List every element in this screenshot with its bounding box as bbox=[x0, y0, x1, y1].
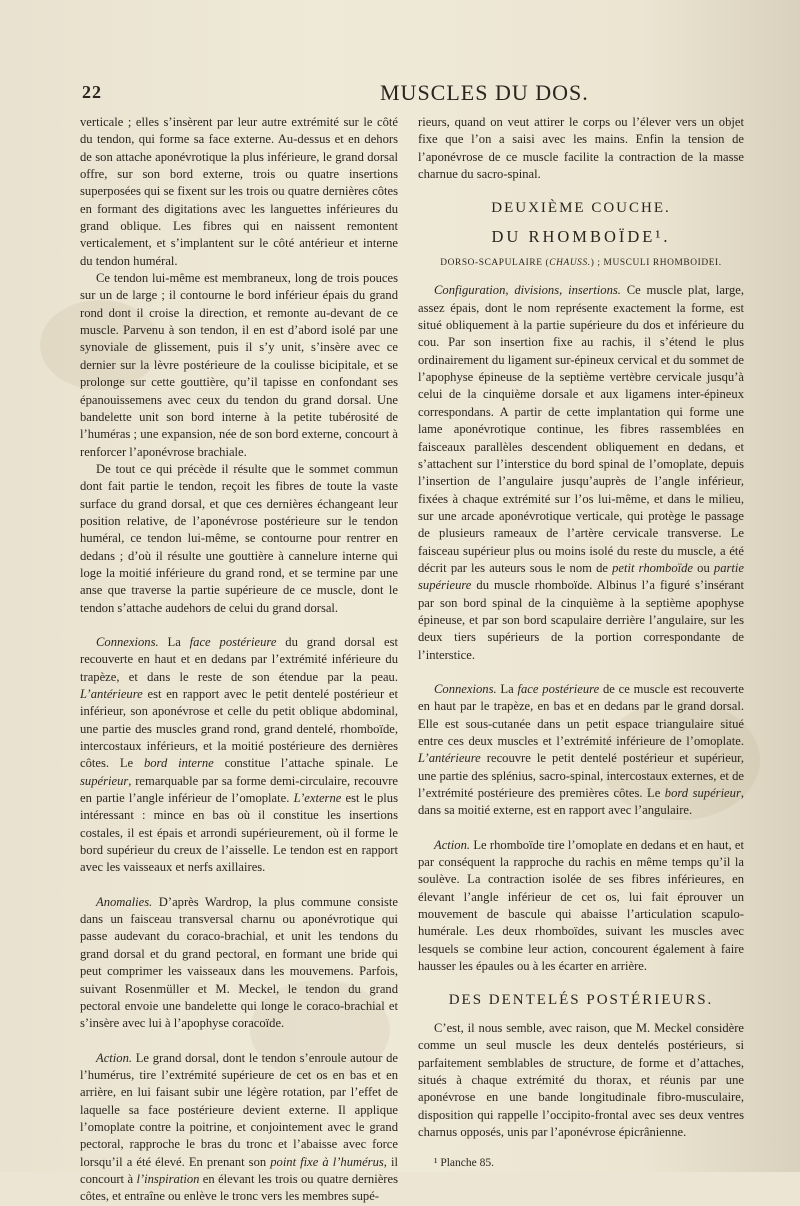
emphasis: CHAUSS. bbox=[549, 258, 591, 269]
text-run: La bbox=[496, 681, 518, 696]
emphasis: L’externe bbox=[293, 791, 342, 806]
text-run: D’après Wardrop, la plus commune consiste dans un faisceau transversal charnu ou aponévrotique qui passe audevant du coraco-brachial, et unit les tendons du grand dorsal et du grand pectoral, en formant une bride qui peut comprimer les vaisseaux dans les mouvemens. Parfois, suivant Rosenmüller et M. Meckel, le tendon du grand pectoral envoie une bandelette qui longe le coraco-brachial et s’insère avec lui à l’apophyse coracoïde. bbox=[80, 894, 398, 1031]
text-run: DORSO-SCAPULAIRE ( bbox=[440, 258, 550, 269]
text-run: de ce muscle est recouverte en haut par le trapèze, en bas et en dedans par le grand dorsal. Elle est sous-cutanée dans un petit espace triangulaire situé entre ces deux muscles et l’extrémité inférieure de l’omoplate. bbox=[418, 681, 744, 748]
muscle-heading: DU RHOMBOÏDE¹. bbox=[491, 226, 671, 246]
text-run: est le plus intéressant : mince en bas où il constitue les insertions costales, il est épais et arrondi supérieurement, où il forme le bord supérieur du creux de l’aisselle. Le tendon est en rapport avec les vaisseaux et nerfs axillaires. bbox=[80, 791, 398, 875]
emphasis: petit rhomboïde bbox=[612, 560, 694, 575]
paragraph: De tout ce qui précède il résulte que le sommet commun dont fait partie le tendon, reçoit les fibres de toute la vaste surface du grand dorsal, et que ces dernières échangeant leur position relative, de l’aponévrose postérieure sur le tendon huméral, ce tendon lui-même, se contourne pour rentrer en dedans ; d’où il résulte une gouttière à cannelure interne qui loge la moitié inférieure du grand rond, et se termine par une anse que traverse la partie supérieure de ce muscle, dont le tendon s’attache audehors de celui du grand dorsal. bbox=[80, 461, 398, 615]
anomalies-paragraph bbox=[80, 894, 398, 1033]
right-column bbox=[418, 114, 744, 1173]
emphasis: supérieur bbox=[80, 773, 129, 788]
text-run: est en rapport avec le petit dentelé postérieur et inférieur, son aponévrose et celle du petit oblique abdominal, une partie des muscles grand rond, grand dentelé, rhomboïde, intercostaux inférieurs, et la moitié postérieure des dernières côtes. Le bbox=[80, 687, 398, 771]
action-paragraph bbox=[80, 1050, 398, 1206]
text-run: Le grand dorsal, dont le tendon s’enroule autour de l’humérus, tire l’extrémité supérieure de cet os en bas et en arrière, en lui faisant subir une légère rotation, par l’effet de laquelle sa face postérieure devient externe. Il applique l’omoplate contre la poitrine, et conjointement avec le grand pectoral, rapproche le bras du tronc et l’abaisse avec force lorsqu’il a été élevé. En prenant son bbox=[80, 1050, 398, 1169]
text-run: ) ; MUSCULI RHOMBOIDEI. bbox=[590, 258, 722, 269]
page-number: 22 bbox=[82, 82, 102, 102]
configuration-paragraph bbox=[418, 282, 744, 664]
left-column bbox=[80, 114, 398, 1206]
paragraph: rieurs, quand on veut attirer le corps ou l’élever vers un objet fixe que l’on a saisi avec les mains. Enfin la tension de l’aponévrose de ce muscle facilite la contraction de la masse charnue du sacro-spinal. bbox=[418, 115, 744, 182]
section-label: Action. bbox=[96, 1050, 133, 1065]
paragraph: C’est, il nous semble, avec raison, que M. Meckel considère comme un seul muscle les deux dentelés postérieurs, si parfaitement semblables de structure, de forme et d’attaches, situés à chaque extrémité du thorax, et réunis par une aponévrose en une bande longitudinale fibro-musculaire, disposition qui rappelle l’occipito-frontal avec ses deux ventres charnus opposés, unis par l’aponévrose épicrânienne. bbox=[418, 1020, 744, 1139]
section-label: Connexions. bbox=[434, 681, 497, 696]
text-run: , remarquable par sa forme demi-circulaire, recouvre en partie l’angle inférieur de l’omoplate. bbox=[80, 773, 398, 806]
text-run: en élevant les trois ou quatre dernières côtes, et entraîne ou enlève le tronc vers les membres supé- bbox=[80, 1171, 398, 1204]
emphasis: partie supérieure bbox=[418, 560, 745, 593]
emphasis: L’antérieure bbox=[80, 687, 143, 701]
text-run: , dans sa moitié externe, est en rapport avec l’angulaire. bbox=[418, 786, 745, 818]
text-run: Ce muscle plat, large, assez épais, dont le nom représente exactement la forme, est situé obliquement à la partie supérieure du dos et inférieure du cou. Par son insertion fixe au rachis, il s’étend le plus ordinairement du ligament sur-épineux cervical et du sommet de l’apophyse épineuse de la septième vertèbre cervicale jusqu’à celui de la cinquième dorsale et aux ligamens inter-épineux correspondans. A partir de cette implantation qui forme une lame aponévrotique continue, les fibres rassemblées en faisceaux parallèles descendent obliquement en dedans, et s’attachent sur l’interstice du bord spinal de l’omoplate, depuis l’insertion de l’angulaire jusqu’auprès de l’angle inférieur, fixées à chaque extrémité sur l’os lui-même, et dans le milieu, sur une arcade aponévrotique verticale, qui protège le passage de plusieurs rameaux de l’artère cervicale transverse. Le faisceau supérieur plus ou moins isolé du reste du muscle, a été décrit par les auteurs sous le nom de bbox=[418, 283, 744, 575]
section-label: Configuration, divisions, insertions. bbox=[434, 283, 621, 298]
section-heading: DEUXIÈME COUCHE. bbox=[491, 200, 671, 217]
action-paragraph bbox=[418, 837, 744, 976]
section-label: Anomalies. bbox=[96, 894, 153, 909]
text-run: constitue l’attache spinale. Le bbox=[213, 756, 398, 771]
text-run: du grand dorsal est recouverte en haut et en dedans par l’extrémité inférieure du trapèze, et dans le reste de son étendue par la peau. bbox=[80, 634, 398, 684]
page-header bbox=[80, 80, 730, 108]
section-heading: DES DENTELÉS POSTÉRIEURS. bbox=[448, 992, 714, 1009]
text-run: La bbox=[158, 634, 190, 649]
emphasis: face postérieure bbox=[517, 681, 600, 696]
paragraph: Ce tendon lui-même est membraneux, long de trois pouces sur un de large ; il contourne le bord inférieur épais du grand rond dont il croise la direction, et remonte au-devant de ce muscle. Parvenu à son tendon, il en est d’abord isolé par une synoviale de glissement, puis il s’y unit, s’insère avec ce dernier sur la lèvre postérieure de la coulisse bicipitale, et se prolonge sur cette gouttière, qu’il tapisse en confondant ses épanouissemens avec ceux du tendon du grand dorsal. Une bandelette unit son bord interne à la petite tubérosité de l’huméras ; une expansion, née de son bord externe, concourt à renforcer l’aponévrose brachiale. bbox=[80, 271, 398, 459]
emphasis: bord interne bbox=[143, 756, 214, 771]
emphasis: point fixe à l’humérus bbox=[270, 1154, 384, 1169]
emphasis: l’inspiration bbox=[136, 1171, 200, 1186]
paragraph: verticale ; elles s’insèrent par leur autre extrémité sur le côté du tendon, qui forme sa face externe. Au-dessus et en dehors de son attache aponévrotique la plus inférieure, le grand dorsal offre, sur son bord externe, trois ou quatre insertions superposées qui se fixent sur les trois ou quatre dernières côtes en formant des digitations avec les languettes inférieures du grand oblique. Les fibres qui en naissent remontent verticalement, et s’implantent sur le côté antérieur et interne du tendon huméral. bbox=[80, 115, 398, 268]
footnote: ¹ Planche 85. bbox=[434, 1157, 494, 1170]
connexions-paragraph bbox=[80, 634, 398, 877]
section-label: Action. bbox=[434, 837, 471, 852]
emphasis: bord supérieur bbox=[664, 786, 741, 801]
emphasis: L’antérieure bbox=[418, 751, 481, 766]
text-run: , il concourt à bbox=[80, 1154, 398, 1186]
synonym-line bbox=[418, 255, 744, 272]
text-run: du muscle rhomboïde. Albinus l’a figuré s’insérant par son bord spinal de la cinquième à la septième apophyse épineuse, et par son bord scapulaire derrière l’angulaire, sur les deux tiers supérieurs de la portion correspondante de l’interstice. bbox=[418, 578, 744, 662]
text-run: Le rhomboïde tire l’omoplate en dedans et en haut, et par conséquent la rapproche du rachis en même temps qu’il la soulève. La contraction isolée de ses fibres inférieures, en élevant l’angle inférieur de cet os, lui fait éprouver un mouvement de bascule qui abaisse l’articulation scapulo-humérale. Les deux rhomboïdes, suivant les muscles avec lesquels se combine leur action, concourent également à faire hausser les épaules ou à les écarter en arrière. bbox=[418, 837, 744, 974]
text-run: ou bbox=[693, 560, 714, 575]
section-label: Connexions. bbox=[96, 634, 159, 649]
connexions-paragraph bbox=[418, 681, 744, 820]
text-run: recouvre le petit dentelé postérieur et supérieur, une partie des splénius, sacro-spinal, intercostaux externes, et de l’extrémité postérieure des premières côtes. Le bbox=[418, 751, 744, 801]
emphasis: face postérieure bbox=[189, 634, 277, 649]
running-head: MUSCLES DU DOS. bbox=[380, 80, 589, 105]
